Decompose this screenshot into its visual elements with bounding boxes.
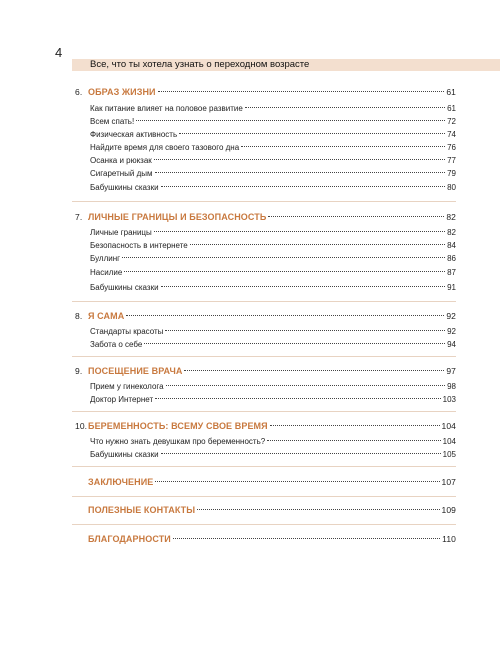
entry-title: Забота о себе xyxy=(90,340,143,349)
entry-title: Буллинг xyxy=(90,254,121,263)
entry-title: Сигаретный дым xyxy=(90,169,153,178)
entry-title: Бабушкины сказки xyxy=(90,183,159,192)
toc-chapter-8[interactable] xyxy=(75,311,456,321)
section-divider xyxy=(72,524,456,525)
dot-leader xyxy=(126,315,444,316)
entry-title: Найдите время для своего тазового дна xyxy=(90,143,240,152)
section-divider xyxy=(72,466,456,467)
entry-page: 82 xyxy=(447,228,456,237)
entry-title: Бабушкины сказки xyxy=(90,450,159,459)
dot-leader xyxy=(161,186,446,187)
entry-page: 98 xyxy=(447,382,456,391)
toc-chapter-6[interactable] xyxy=(75,87,456,97)
chapter-title: ЗАКЛЮЧЕНИЕ xyxy=(88,477,154,487)
toc-entry[interactable] xyxy=(90,450,456,459)
entry-page: 77 xyxy=(447,156,456,165)
section-divider xyxy=(72,301,456,302)
chapter-title: БЛАГОДАРНОСТИ xyxy=(88,534,171,544)
section-divider xyxy=(72,496,456,497)
toc-entry[interactable] xyxy=(90,143,456,152)
chapter-page: 109 xyxy=(441,505,456,515)
dot-leader xyxy=(124,271,445,272)
toc-thanks[interactable] xyxy=(88,534,456,544)
chapter-title: ПОЛЕЗНЫЕ КОНТАКТЫ xyxy=(88,505,196,515)
chapter-title: ОБРАЗ ЖИЗНИ xyxy=(88,87,156,97)
toc-entry[interactable] xyxy=(90,327,456,336)
entry-page: 80 xyxy=(447,183,456,192)
toc-entry[interactable] xyxy=(90,268,456,277)
entry-page: 104 xyxy=(442,437,456,446)
dot-leader xyxy=(154,159,445,160)
toc-entry[interactable] xyxy=(90,241,456,250)
entry-page: 94 xyxy=(447,340,456,349)
toc-entry[interactable] xyxy=(90,228,456,237)
toc-entry[interactable] xyxy=(90,437,456,446)
dot-leader xyxy=(122,257,445,258)
dot-leader xyxy=(270,425,440,426)
dot-leader xyxy=(161,453,441,454)
dot-leader xyxy=(245,107,445,108)
toc-contacts[interactable] xyxy=(88,505,456,515)
entry-title: Что нужно знать девушкам про беременность? xyxy=(90,437,266,446)
section-divider xyxy=(72,411,456,412)
toc-entry[interactable] xyxy=(90,130,456,139)
dot-leader xyxy=(197,509,439,510)
dot-leader xyxy=(155,481,439,482)
entry-page: 84 xyxy=(447,241,456,250)
entry-page: 92 xyxy=(447,327,456,336)
chapter-page: 104 xyxy=(441,421,456,431)
dot-leader xyxy=(158,91,445,92)
dot-leader xyxy=(267,440,440,441)
entry-title: Безопасность в интернете xyxy=(90,241,188,250)
entry-title: Как питание влияет на половое развитие xyxy=(90,104,243,113)
chapter-page: 107 xyxy=(441,477,456,487)
toc-chapter-10[interactable] xyxy=(75,421,456,431)
chapter-page: 97 xyxy=(446,366,456,376)
entry-page: 76 xyxy=(447,143,456,152)
dot-leader xyxy=(154,231,445,232)
entry-title: Бабушкины сказки xyxy=(90,283,159,292)
entry-title: Физическая активность xyxy=(90,130,178,139)
dot-leader xyxy=(166,385,446,386)
entry-title: Прием у гинеколога xyxy=(90,382,164,391)
entry-title: Личные границы xyxy=(90,228,152,237)
dot-leader xyxy=(268,216,444,217)
dot-leader xyxy=(155,398,440,399)
dot-leader xyxy=(173,538,440,539)
chapter-page: 61 xyxy=(446,87,456,97)
entry-title: Стандарты красоты xyxy=(90,327,164,336)
chapter-title: Я САМА xyxy=(88,311,125,321)
toc-chapter-7[interactable] xyxy=(75,212,456,222)
toc-conclusion[interactable] xyxy=(88,477,456,487)
entry-page: 86 xyxy=(447,254,456,263)
entry-page: 79 xyxy=(447,169,456,178)
dot-leader xyxy=(161,286,446,287)
chapter-page: 82 xyxy=(446,212,456,222)
toc-entry[interactable] xyxy=(90,283,456,292)
header-title: Все, что ты хотела узнать о переходном возрасте xyxy=(90,59,310,70)
entry-page: 103 xyxy=(442,395,456,404)
chapter-title: ПОСЕЩЕНИЕ ВРАЧА xyxy=(88,366,183,376)
chapter-number: 8. xyxy=(75,311,83,321)
chapter-page: 92 xyxy=(446,311,456,321)
dot-leader xyxy=(155,172,446,173)
toc-entry[interactable] xyxy=(90,104,456,113)
toc-entry[interactable] xyxy=(90,183,456,192)
chapter-number: 7. xyxy=(75,212,83,222)
chapter-number: 9. xyxy=(75,366,83,376)
entry-title: Доктор Интернет xyxy=(90,395,154,404)
chapter-number: 10. xyxy=(75,421,88,431)
section-divider xyxy=(72,356,456,357)
toc-entry[interactable] xyxy=(90,340,456,349)
dot-leader xyxy=(165,330,445,331)
page-number: 4 xyxy=(55,45,63,60)
entry-page: 87 xyxy=(447,268,456,277)
entry-page: 105 xyxy=(442,450,456,459)
toc-entry[interactable] xyxy=(90,169,456,178)
dot-leader xyxy=(179,133,445,134)
chapter-number: 6. xyxy=(75,87,83,97)
toc-entry[interactable] xyxy=(90,395,456,404)
dot-leader xyxy=(190,244,445,245)
entry-title: Всем спать! xyxy=(90,117,135,126)
entry-page: 74 xyxy=(447,130,456,139)
entry-page: 91 xyxy=(447,283,456,292)
entry-page: 72 xyxy=(447,117,456,126)
toc-entry[interactable] xyxy=(90,382,456,391)
dot-leader xyxy=(136,120,445,121)
chapter-title: БЕРЕМЕННОСТЬ: ВСЕМУ СВОЕ ВРЕМЯ xyxy=(88,421,268,431)
dot-leader xyxy=(184,370,444,371)
entry-page: 61 xyxy=(447,104,456,113)
chapter-title: ЛИЧНЫЕ ГРАНИЦЫ И БЕЗОПАСНОСТЬ xyxy=(88,212,267,222)
chapter-page: 110 xyxy=(442,534,456,544)
dot-leader xyxy=(144,343,445,344)
dot-leader xyxy=(241,146,445,147)
entry-title: Насилие xyxy=(90,268,123,277)
toc-entry[interactable] xyxy=(90,254,456,263)
entry-title: Осанка и рюкзак xyxy=(90,156,152,165)
toc-entry[interactable] xyxy=(90,156,456,165)
toc-entry[interactable] xyxy=(90,117,456,126)
toc-chapter-9[interactable] xyxy=(75,366,456,376)
section-divider xyxy=(72,201,456,202)
